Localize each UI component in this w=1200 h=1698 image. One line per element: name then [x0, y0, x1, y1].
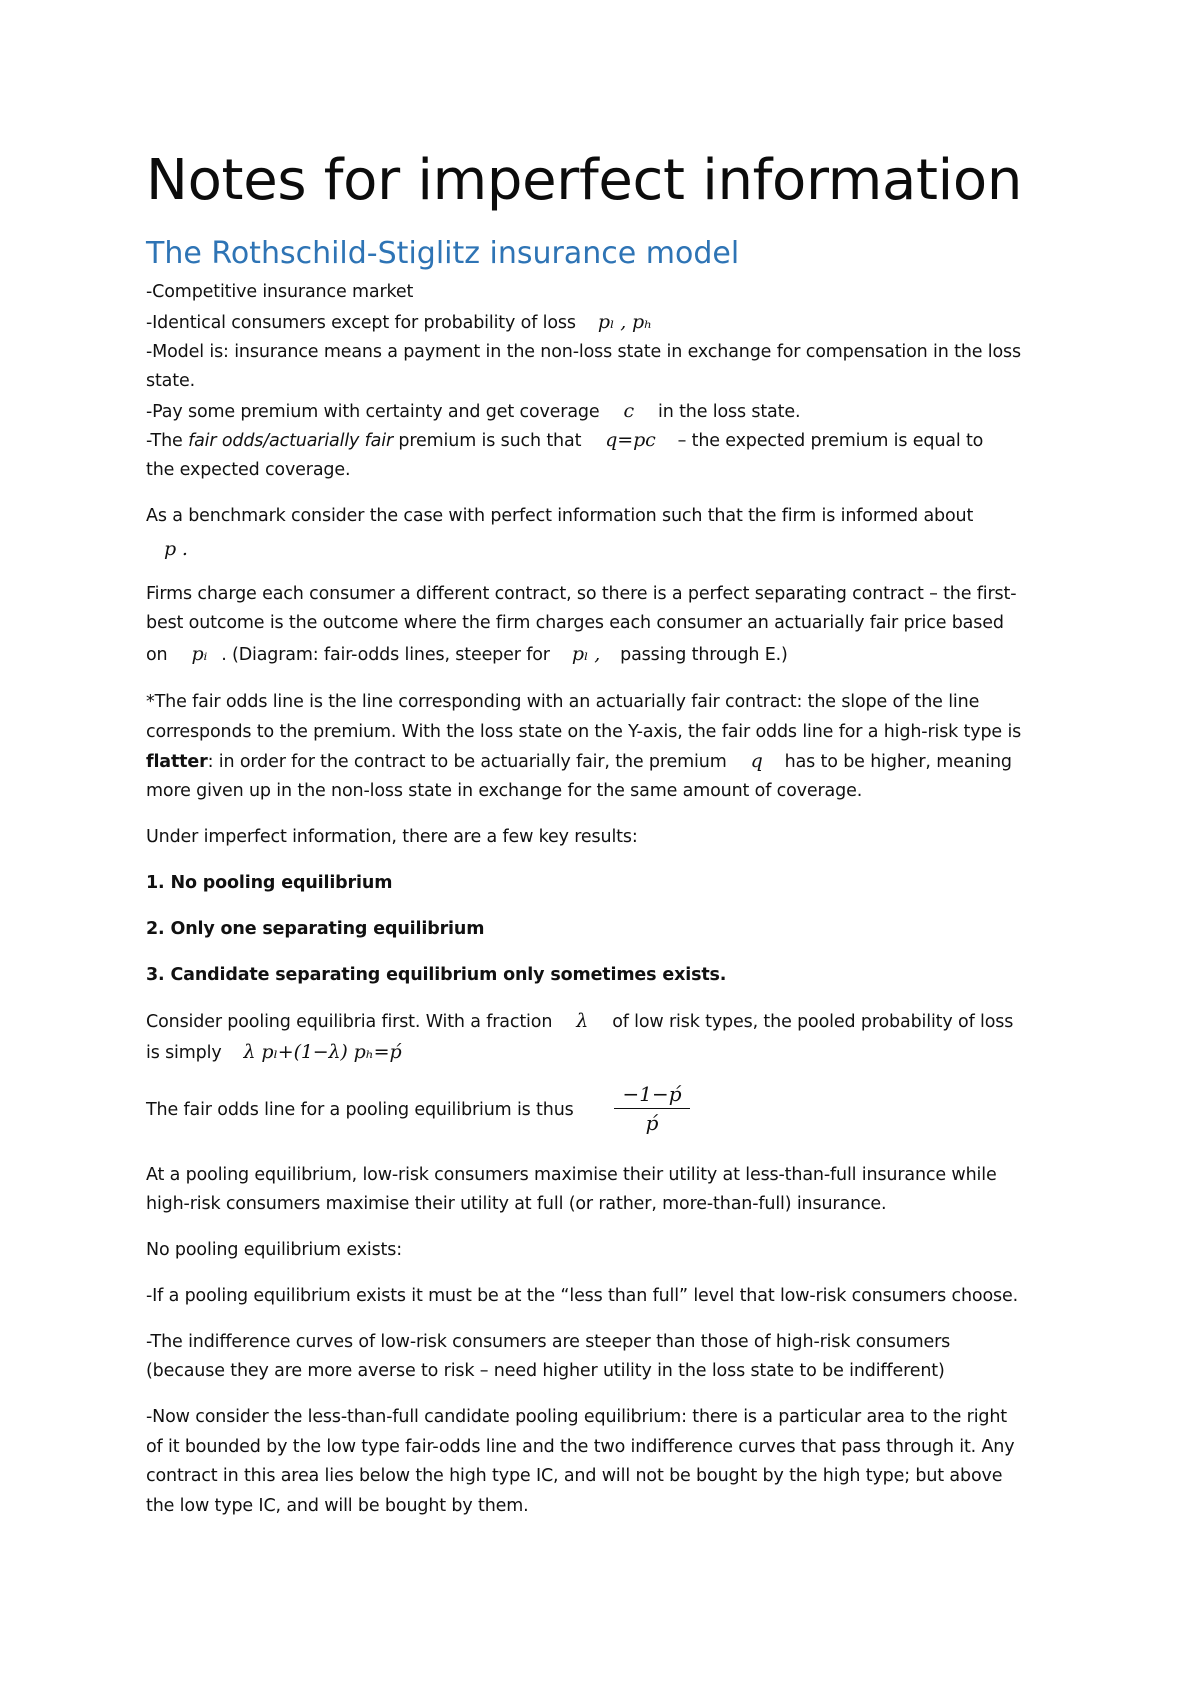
fraction-bar — [614, 1108, 690, 1109]
math-lambda: λ — [576, 1010, 589, 1032]
paragraph-line: -If a pooling equilibrium exists it must be at the “less than full” level that low-risk consumers choose. — [146, 1286, 1018, 1306]
paragraph-line: Consider pooling equilibria first. With a fraction λ of low risk types, the pooled probability of loss — [146, 1010, 1014, 1032]
math-p-low-high: pₗ , pₕ — [597, 311, 653, 333]
paragraph-line: the expected coverage. — [146, 460, 351, 480]
paragraph-line: As a benchmark consider the case with perfect information such that the firm is informed about — [146, 506, 974, 526]
paragraph-line: The fair odds line for a pooling equilibrium is thus — [146, 1100, 574, 1120]
paragraph-line: Firms charge each consumer a different contract, so there is a perfect separating contract – the first- — [146, 584, 1017, 604]
paragraph-line: on pᵢ . (Diagram: fair-odds lines, steeper for pₗ , passing through E.) — [146, 643, 788, 665]
paragraph-line: -Model is: insurance means a payment in the non-loss state in exchange for compensation in the loss — [146, 342, 1021, 362]
paragraph-line: Under imperfect information, there are a few key results: — [146, 827, 638, 847]
paragraph-line: corresponds to the premium. With the loss state on the Y-axis, the fair odds line for a high-risk type is — [146, 722, 1022, 742]
key-result-2: 2. Only one separating equilibrium — [146, 919, 485, 939]
math-p: p . — [164, 538, 188, 560]
math-q-equals-pc: q=pc — [605, 429, 656, 451]
math-pooled-probability: λ pₗ+(1−λ) pₕ=ṕ — [243, 1041, 402, 1063]
paragraph-line: is simply λ pₗ+(1−λ) pₕ=ṕ — [146, 1041, 402, 1063]
paragraph-line: At a pooling equilibrium, low-risk consumers maximise their utility at less-than-full insurance while — [146, 1165, 997, 1185]
paragraph-line: more given up in the non-loss state in exchange for the same amount of coverage. — [146, 781, 863, 801]
math-q: q — [750, 750, 763, 772]
paragraph-line: best outcome is the outcome where the firm charges each consumer an actuarially fair price based — [146, 613, 1004, 633]
paragraph-line: -The indifference curves of low-risk consumers are steeper than those of high-risk consumers — [146, 1332, 951, 1352]
paragraph-line: flatter: in order for the contract to be actuarially fair, the premium q has to be higher, meaning — [146, 750, 1012, 772]
key-result-3: 3. Candidate separating equilibrium only sometimes exists. — [146, 965, 727, 985]
paragraph-line: -Pay some premium with certainty and get coverage c in the loss state. — [146, 400, 801, 422]
paragraph-line: No pooling equilibrium exists: — [146, 1240, 402, 1260]
paragraph-line: -Identical consumers except for probability of loss pₗ , pₕ — [146, 311, 653, 333]
paragraph-line: -Competitive insurance market — [146, 282, 414, 302]
key-result-1: 1. No pooling equilibrium — [146, 873, 393, 893]
section-heading: The Rothschild-Stiglitz insurance model — [146, 236, 740, 271]
math-fair-odds-fraction: −1−ṕ ṕ — [614, 1082, 690, 1135]
paragraph-line: contract in this area lies below the high type IC, and will not be bought by the high type; but above — [146, 1466, 1003, 1486]
paragraph-line: (because they are more averse to risk – need higher utility in the loss state to be indifferent) — [146, 1361, 945, 1381]
paragraph-line: *The fair odds line is the line corresponding with an actuarially fair contract: the slope of the line — [146, 692, 980, 712]
paragraph-line: high-risk consumers maximise their utility at full (or rather, more-than-full) insurance. — [146, 1194, 887, 1214]
paragraph-line: of it bounded by the low type fair-odds line and the two indifference curves that pass through it. Any — [146, 1437, 1015, 1457]
paragraph-line: state. — [146, 371, 195, 391]
paragraph-line: -Now consider the less-than-full candidate pooling equilibrium: there is a particular area to the right — [146, 1407, 1008, 1427]
paragraph-line: the low type IC, and will be bought by them. — [146, 1496, 529, 1516]
math-p-low: pₗ , — [571, 643, 601, 665]
math-p-i: pᵢ — [191, 643, 208, 665]
paragraph-line: -The fair odds/actuarially fair premium is such that q=pc – the expected premium is equal to — [146, 429, 984, 451]
math-c: c — [623, 400, 634, 422]
document-title: Notes for imperfect information — [146, 148, 1023, 213]
